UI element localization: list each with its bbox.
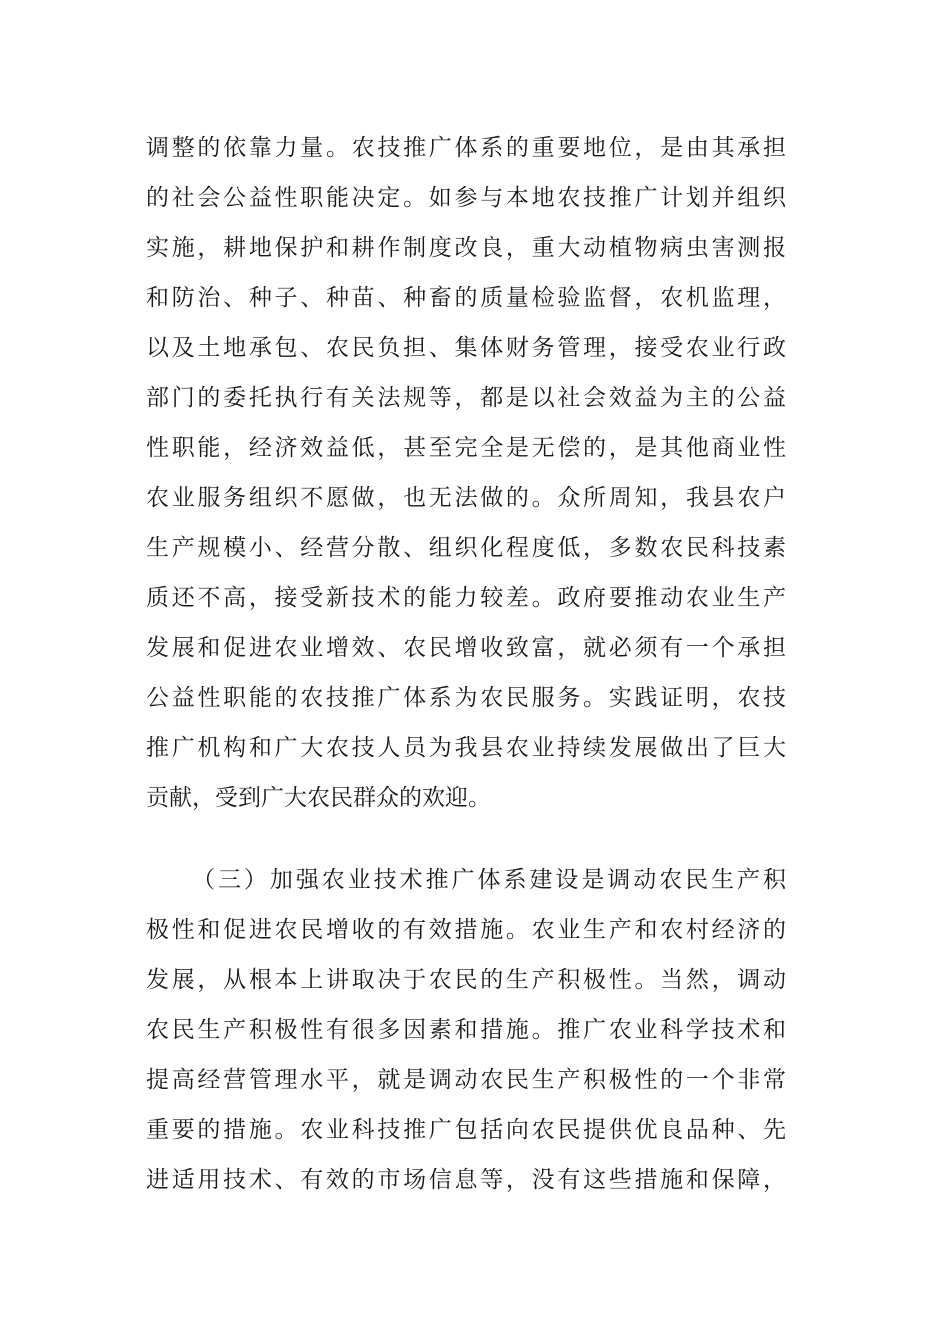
paragraph-2 xyxy=(146,855,786,1205)
paragraph-line: 质还不高，接受新技术的能力较差。政府要推动农业生产 xyxy=(146,585,786,611)
paragraph-line: 发展，从根本上讲取决于农民的生产积极性。当然，调动 xyxy=(146,967,786,993)
paragraph-line: 公益性职能的农技推广体系为农民服务。实践证明，农技 xyxy=(146,685,786,711)
paragraph-line: 发展和促进农业增效、农民增收致富，就必须有一个承担 xyxy=(146,635,786,661)
paragraph-line: 实施，耕地保护和耕作制度改良，重大动植物病虫害测报 xyxy=(146,235,786,261)
paragraph-line: 贡献，受到广大农民群众的欢迎。 xyxy=(146,785,491,811)
paragraph-line: 提高经营管理水平，就是调动农民生产积极性的一个非常 xyxy=(146,1067,786,1093)
paragraph-line: 极性和促进农民增收的有效措施。农业生产和农村经济的 xyxy=(146,917,786,943)
paragraph-line: 部门的委托执行有关法规等，都是以社会效益为主的公益 xyxy=(146,385,786,411)
paragraph-line: （三）加强农业技术推广体系建设是调动农民生产积 xyxy=(192,867,786,893)
paragraph-line: 调整的依靠力量。农技推广体系的重要地位，是由其承担 xyxy=(146,135,786,161)
paragraph-1 xyxy=(146,123,786,823)
paragraph-line: 农业服务组织不愿做，也无法做的。众所周知，我县农户 xyxy=(146,485,786,511)
paragraph-line: 以及土地承包、农民负担、集体财务管理，接受农业行政 xyxy=(146,335,786,361)
paragraph-line: 生产规模小、经营分散、组织化程度低，多数农民科技素 xyxy=(146,535,786,561)
paragraph-line: 重要的措施。农业科技推广包括向农民提供优良品种、先 xyxy=(146,1117,786,1143)
paragraph-line: 的社会公益性职能决定。如参与本地农技推广计划并组织 xyxy=(146,185,786,211)
paragraph-line: 推广机构和广大农技人员为我县农业持续发展做出了巨大 xyxy=(146,735,786,761)
paragraph-line: 和防治、种子、种苗、种畜的质量检验监督，农机监理， xyxy=(146,285,786,311)
paragraph-line: 性职能，经济效益低，甚至完全是无偿的，是其他商业性 xyxy=(146,435,786,461)
paragraph-line: 进适用技术、有效的市场信息等，没有这些措施和保障， xyxy=(146,1167,786,1193)
paragraph-line: 农民生产积极性有很多因素和措施。推广农业科学技术和 xyxy=(146,1017,786,1043)
